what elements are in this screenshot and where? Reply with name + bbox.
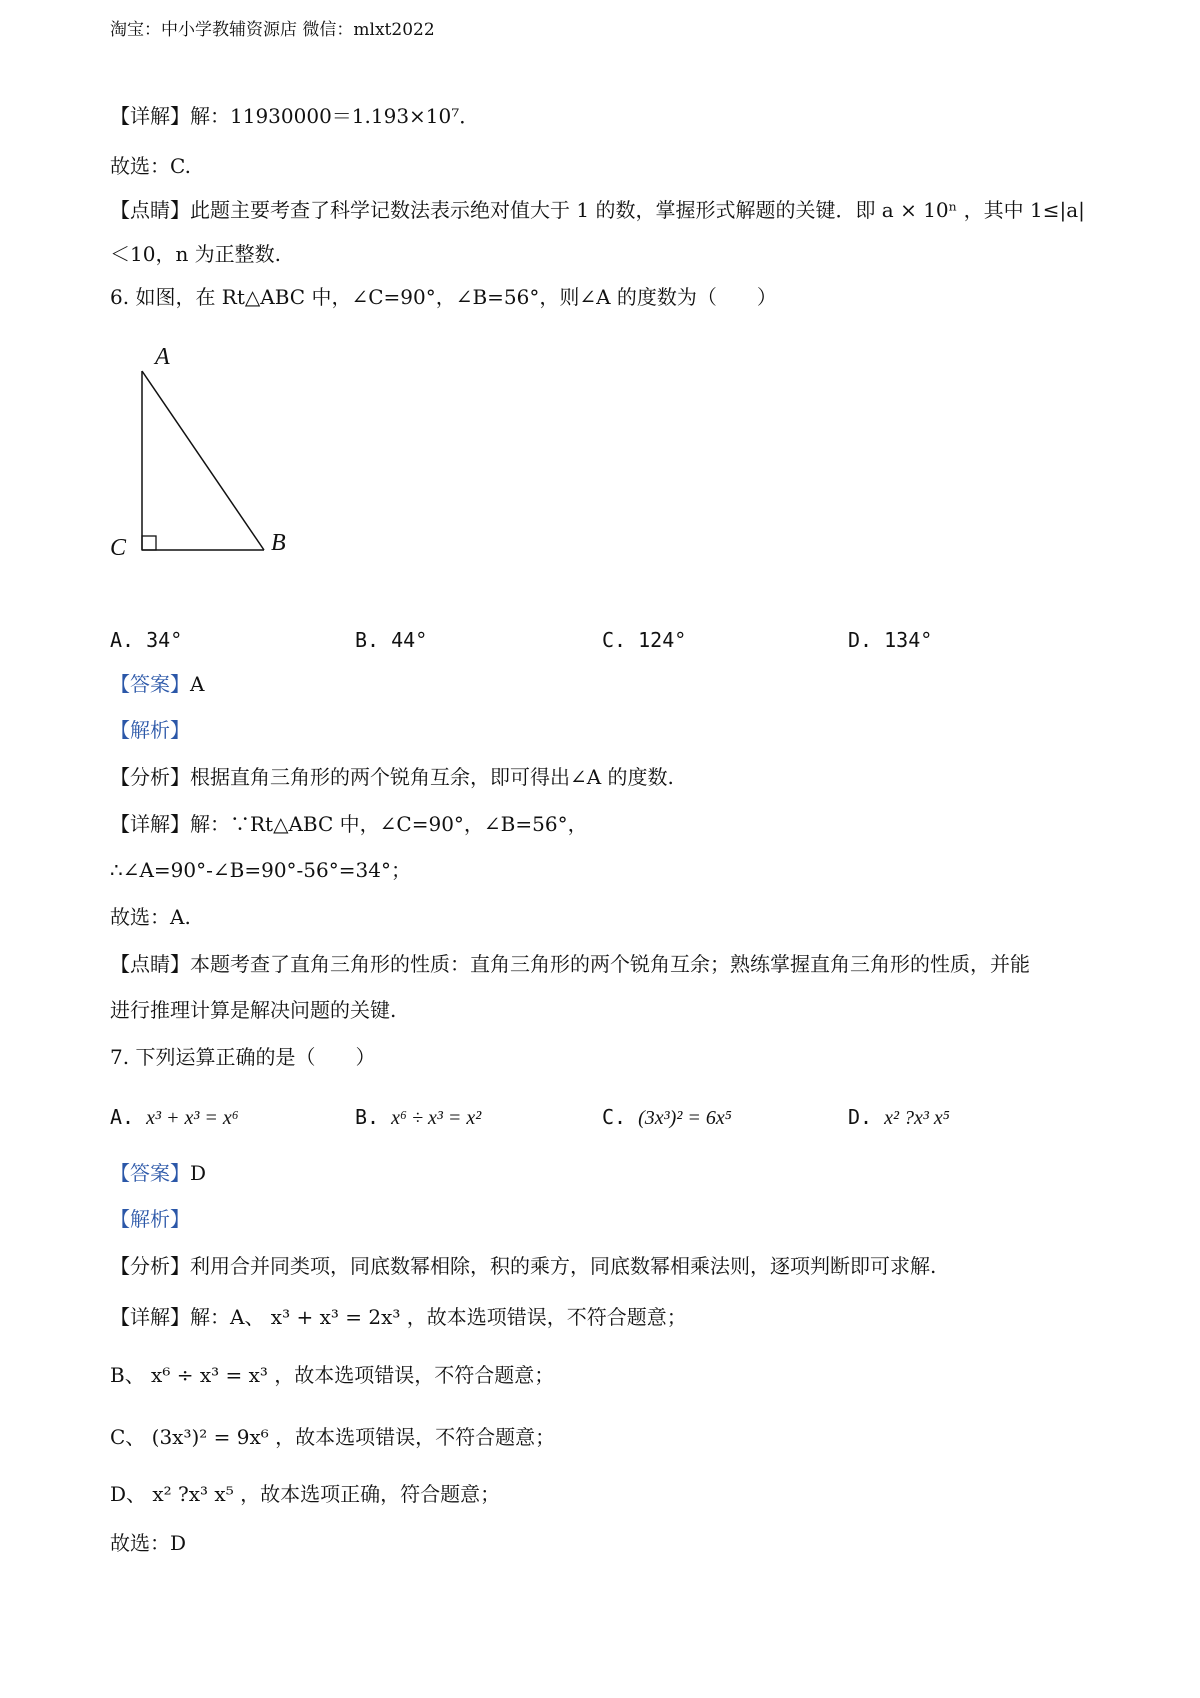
q7-option-b	[355, 1105, 481, 1130]
q6-answer	[110, 672, 204, 696]
q7-option-d	[848, 1105, 950, 1130]
q7-choose: 故选：D	[110, 1531, 187, 1555]
q7-option-d-expr: x² ?x³ x⁵	[884, 1107, 950, 1129]
q6-stem: 6. 如图，在 Rt△ABC 中，∠C=90°，∠B=56°，则∠A 的度数为（ ）	[110, 285, 777, 309]
q6-analysis-tag: 【解析】	[110, 718, 190, 742]
q6-answer-tag: 【答案】	[110, 672, 190, 696]
vertex-label-a: A	[155, 344, 170, 370]
q7-analysis-tag: 【解析】	[110, 1207, 190, 1231]
q7-option-c-expr: (3x³)² = 6x⁵	[638, 1107, 732, 1129]
right-angle-mark	[142, 536, 156, 550]
q7-option-c-label: C.	[602, 1105, 627, 1129]
q5-detail: 【详解】解：11930000＝1.193×10⁷．	[110, 104, 480, 128]
q7-detail-c: C、 (3x³)² = 9x⁶ ，故本选项错误，不符合题意；	[110, 1425, 556, 1449]
q6-option-c: C. 124°	[602, 628, 687, 652]
watermark-header: 淘宝：中小学教辅资源店 微信：mlxt2022	[110, 20, 435, 40]
q7-detail-d: D、 x² ?x³ x⁵ ，故本选项正确，符合题意；	[110, 1482, 501, 1506]
q6-analysis: 【分析】根据直角三角形的两个锐角互余，即可得出∠A 的度数.	[110, 765, 674, 789]
q7-detail-a: 【详解】解：A、 x³ + x³ = 2x³ ，故本选项错误，不符合题意；	[110, 1305, 687, 1329]
triangle-side-ab	[142, 371, 264, 550]
q5-choose: 故选：C.	[110, 154, 191, 178]
q7-stem: 7. 下列运算正确的是（ ）	[110, 1045, 376, 1069]
q7-option-c	[602, 1105, 732, 1130]
q7-option-b-expr: x⁶ ÷ x³ = x²	[391, 1107, 482, 1129]
q6-detail: 【详解】解：∵Rt△ABC 中，∠C=90°，∠B=56°，	[110, 812, 588, 836]
q6-comment-line-2: 进行推理计算是解决问题的关键.	[110, 998, 397, 1022]
q7-option-d-label: D.	[848, 1105, 873, 1129]
q6-choose: 故选：A.	[110, 905, 191, 929]
vertex-label-b: B	[271, 530, 286, 556]
q7-option-b-label: B.	[355, 1105, 380, 1129]
q6-step: ∴∠A=90°-∠B=90°-56°=34°；	[110, 858, 411, 882]
q7-option-a-expr: x³ + x³ = x⁶	[146, 1107, 239, 1129]
vertex-label-c: C	[110, 535, 127, 561]
q6-option-a: A. 34°	[110, 628, 183, 652]
q5-comment-line-2: ＜10，n 为正整数.	[110, 242, 282, 266]
q7-answer-value: D	[190, 1161, 207, 1185]
q7-answer-tag: 【答案】	[110, 1161, 190, 1185]
q7-answer	[110, 1161, 206, 1185]
q7-option-a-label: A.	[110, 1105, 135, 1129]
q7-detail-b: B、 x⁶ ÷ x³ = x³ ，故本选项错误，不符合题意；	[110, 1363, 555, 1387]
q6-comment-line-1: 【点睛】本题考查了直角三角形的性质：直角三角形的两个锐角互余；熟练掌握直角三角形的性质，并能	[110, 952, 1030, 976]
q6-option-d: D. 134°	[848, 628, 933, 652]
q7-analysis: 【分析】利用合并同类项，同底数幂相除，积的乘方，同底数幂相乘法则，逐项判断即可求解.	[110, 1254, 937, 1278]
q6-option-b: B. 44°	[355, 628, 428, 652]
q6-answer-value: A	[190, 672, 205, 696]
q5-comment-line-1: 【点睛】此题主要考查了科学记数法表示绝对值大于 1 的数，掌握形式解题的关键．即 a × 10ⁿ ，其中 1≤|a|	[110, 198, 1085, 222]
q7-option-a	[110, 1105, 239, 1130]
